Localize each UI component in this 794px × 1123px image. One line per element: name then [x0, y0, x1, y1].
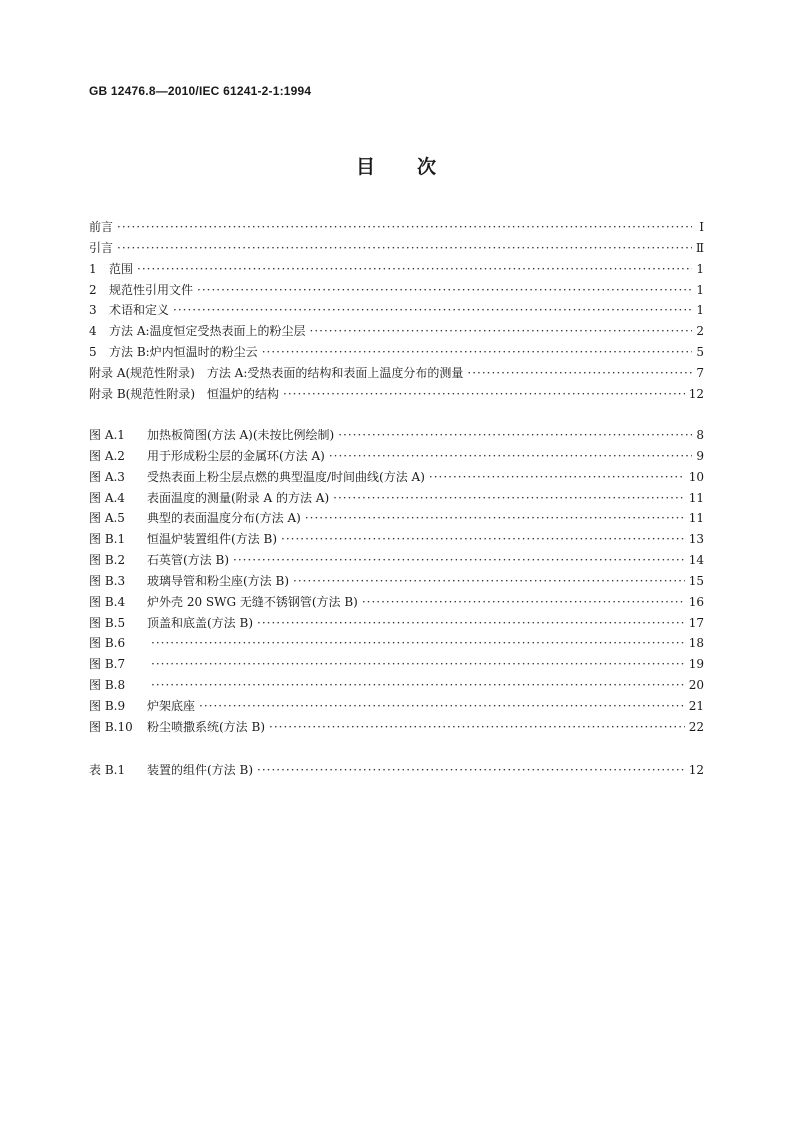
toc-leader-dots — [467, 366, 692, 380]
toc-entry-label: 方法 A:温度恒定受热表面上的粉尘层 — [109, 324, 306, 339]
toc-entry-label: 典型的表面温度分布(方法 A) — [147, 511, 301, 526]
toc-entry-label: 炉架底座 — [147, 698, 196, 713]
toc-entry-page: 15 — [688, 573, 704, 588]
toc-entry-number: 图 B.6 — [89, 636, 126, 651]
toc-entry-page: Ⅱ — [695, 240, 704, 255]
toc-entry-page: 14 — [688, 553, 704, 568]
toc-entry-label: 术语和定义 — [109, 303, 170, 318]
toc-entry-label: 加热板简图(方法 A)(未按比例绘制) — [147, 428, 335, 442]
toc-entry-label: 附录 B(规范性附录) 恒温炉的结构 — [89, 386, 279, 401]
toc-figures — [89, 426, 704, 739]
toc-leader-dots — [117, 241, 692, 255]
toc-entry[interactable] — [89, 593, 704, 614]
toc-entry[interactable] — [89, 655, 704, 676]
toc-entry-label: 表面温度的测量(附录 A 的方法 A) — [147, 490, 330, 505]
toc-entry-page: 11 — [688, 511, 704, 526]
toc-entry-number: 2 — [89, 282, 97, 297]
toc-entry[interactable] — [89, 301, 704, 322]
toc-entry-page: 8 — [696, 428, 704, 442]
toc-entry[interactable] — [89, 468, 704, 489]
toc-entry-page: 12 — [688, 763, 704, 777]
toc-entry-page: 10 — [688, 469, 704, 484]
toc-leader-dots — [293, 574, 685, 588]
toc-entry-label: 受热表面上粉尘层点燃的典型温度/时间曲线(方法 A) — [147, 469, 425, 484]
toc-entry-label: 顶盖和底盖(方法 B) — [147, 615, 253, 630]
toc-entry-number: 图 A.3 — [89, 469, 125, 484]
toc-leader-dots — [305, 511, 685, 525]
toc-entry-number: 图 B.2 — [89, 553, 126, 568]
toc-entry[interactable] — [89, 572, 704, 593]
toc-leader-dots — [333, 491, 685, 505]
page-title — [0, 152, 794, 179]
toc-leader-dots — [257, 763, 685, 777]
toc-entry-page: 5 — [696, 345, 704, 360]
standard-id-header: GB 12476.8—2010/IEC 61241-2-1:1994 — [89, 84, 312, 98]
toc-entry-label: 引言 — [89, 240, 114, 255]
toc-entry-label: 范围 — [109, 261, 134, 276]
toc-entry-page: 21 — [688, 698, 704, 713]
toc-entry-number: 图 B.1 — [89, 532, 126, 547]
toc-entry-number: 图 B.10 — [89, 719, 133, 734]
toc-entry[interactable] — [89, 385, 704, 406]
toc-entry-number: 图 B.9 — [89, 698, 126, 713]
toc-entry-number: 3 — [89, 303, 97, 318]
toc-entry-number: 图 B.5 — [89, 615, 126, 630]
toc-entry-number: 5 — [89, 345, 97, 360]
toc-entry-page: 1 — [696, 282, 704, 297]
toc-leader-dots — [151, 678, 685, 692]
toc-entry[interactable] — [89, 697, 704, 718]
toc-leader-dots — [233, 553, 685, 567]
toc-leader-dots — [362, 595, 685, 609]
toc-entry-number: 图 B.3 — [89, 573, 126, 588]
toc-entry-number: 图 A.5 — [89, 511, 125, 526]
toc-entry[interactable] — [89, 614, 704, 635]
toc-entry-label: 方法 B:炉内恒温时的粉尘云 — [109, 345, 258, 360]
toc-entry-page: 12 — [688, 386, 704, 401]
toc-entry[interactable] — [89, 343, 704, 364]
toc-entry[interactable] — [89, 239, 704, 260]
toc-entry-label: 石英管(方法 B) — [147, 553, 229, 568]
toc-entry[interactable] — [89, 281, 704, 302]
toc-entry-page: 17 — [688, 615, 704, 630]
toc-leader-dots — [137, 262, 692, 276]
toc-entry-number: 4 — [89, 324, 97, 339]
title-char-2: 次 — [417, 156, 439, 178]
toc-entry-number: 图 A.4 — [89, 490, 125, 505]
toc-entry-label: 粉尘喷撒系统(方法 B) — [147, 719, 265, 734]
toc-entry[interactable] — [89, 260, 704, 281]
toc-entry[interactable] — [89, 322, 704, 343]
toc-entry-label: 用于形成粉尘层的金属环(方法 A) — [147, 448, 325, 463]
toc-entry[interactable] — [89, 718, 704, 739]
toc-leader-dots — [329, 449, 692, 463]
toc-entry[interactable] — [89, 761, 704, 782]
toc-entry-page: 2 — [696, 324, 704, 339]
toc-entry-number: 图 B.4 — [89, 594, 126, 609]
toc-leader-dots — [197, 283, 692, 297]
toc-entry[interactable] — [89, 364, 704, 385]
toc-entry-label: 炉外壳 20 SWG 无缝不锈钢管(方法 B) — [147, 594, 358, 609]
toc-entry[interactable] — [89, 218, 704, 239]
toc-leader-dots — [199, 699, 685, 713]
toc-entry-number: 表 B.1 — [89, 763, 126, 777]
toc-leader-dots — [338, 428, 692, 442]
toc-entry-label: 附录 A(规范性附录) 方法 A:受热表面的结构和表面上温度分布的测量 — [89, 365, 464, 380]
toc-entry-page: 22 — [688, 719, 704, 734]
toc-entry[interactable] — [89, 676, 704, 697]
toc-entry-number: 图 B.8 — [89, 678, 126, 693]
toc-entry[interactable] — [89, 447, 704, 468]
toc-main-sections — [89, 218, 704, 406]
toc-entry-page: 9 — [696, 448, 704, 463]
toc-entry-page: 1 — [696, 261, 704, 276]
toc-entry-page: 20 — [688, 678, 704, 693]
toc-entry-label: 玻璃导管和粉尘座(方法 B) — [147, 573, 289, 588]
toc-entry-number: 图 A.2 — [89, 448, 125, 463]
title-char-1: 目 — [355, 156, 377, 178]
toc-leader-dots — [151, 636, 685, 650]
toc-entry-number: 图 A.1 — [89, 428, 125, 442]
toc-entry-page: 11 — [688, 490, 704, 505]
toc-entry[interactable] — [89, 530, 704, 551]
toc-entry-label: 装置的组件(方法 B) — [147, 763, 253, 777]
toc-entry-label: 前言 — [89, 220, 114, 234]
toc-entry-page: 7 — [696, 365, 704, 380]
toc-entry[interactable] — [89, 551, 704, 572]
toc-entry[interactable] — [89, 634, 704, 655]
toc-entry-page: 1 — [696, 303, 704, 318]
toc-tables — [89, 761, 704, 782]
toc-entry-label: 规范性引用文件 — [109, 282, 194, 297]
toc-leader-dots — [257, 616, 685, 630]
toc-entry[interactable] — [89, 489, 704, 510]
toc-leader-dots — [151, 657, 685, 671]
toc-leader-dots — [269, 720, 685, 734]
toc-leader-dots — [117, 220, 692, 234]
toc-entry-number: 1 — [89, 261, 97, 276]
toc-entry-page: 16 — [688, 594, 704, 609]
toc-leader-dots — [281, 532, 685, 546]
toc-entry-page: 13 — [688, 532, 704, 547]
toc-leader-dots — [262, 345, 692, 359]
toc-entry[interactable] — [89, 509, 704, 530]
toc-entry[interactable] — [89, 426, 704, 447]
toc-entry-number: 图 B.7 — [89, 657, 126, 672]
toc-leader-dots — [429, 470, 685, 484]
toc-leader-dots — [283, 387, 685, 401]
toc-entry-page: 18 — [688, 636, 704, 651]
toc-entry-page: 19 — [688, 657, 704, 672]
toc-leader-dots — [310, 324, 692, 338]
toc-leader-dots — [173, 303, 692, 317]
toc-entry-page: Ⅰ — [699, 220, 704, 234]
toc-entry-label: 恒温炉装置组件(方法 B) — [147, 532, 277, 547]
